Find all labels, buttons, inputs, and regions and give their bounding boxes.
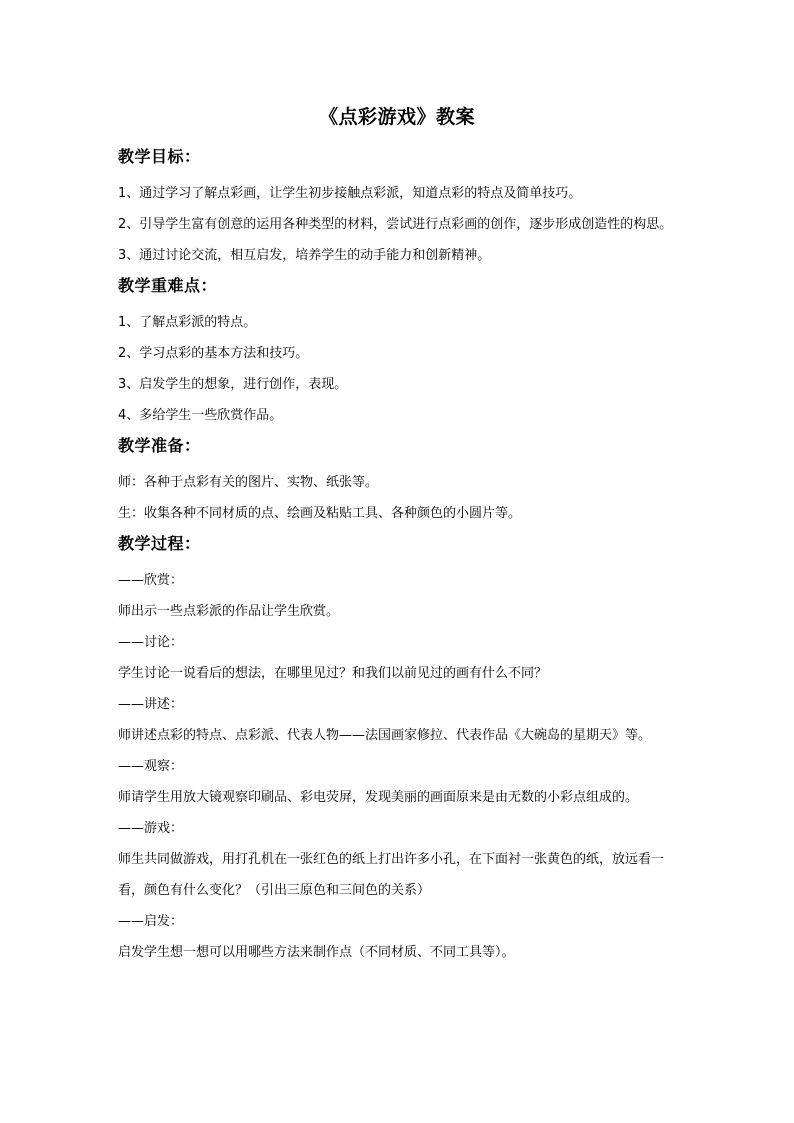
section-heading-process: 教学过程： (118, 534, 201, 553)
goal-item: 2、引导学生富有创意的运用各种类型的材料，尝试进行点彩画的创作，逐步形成创造性的构思。 (118, 217, 673, 232)
process-step-text: 师生共同做游戏，用打孔机在一张红色的纸上打出许多小孔，在下面衬一张黄色的纸，放远看一看，颜色有什么变化？（引出三原色和三间色的关系） (118, 852, 665, 898)
process-step-text: 师请学生用放大镜观察印刷品、彩电荧屏，发现美丽的画面原来是由无数的小彩点组成的。 (118, 790, 639, 805)
key-point-item: 1、了解点彩派的特点。 (118, 315, 257, 330)
section-heading-preparation: 教学准备： (118, 436, 201, 455)
section-heading-goals: 教学目标： (118, 147, 201, 166)
process-step-text: 师出示一些点彩派的作品让学生欣赏。 (118, 604, 340, 619)
goal-item: 3、通过讨论交流，相互启发，培养学生的动手能力和创新精神。 (118, 248, 491, 263)
key-point-item: 2、学习点彩的基本方法和技巧。 (118, 346, 309, 361)
process-step-text: 师讲述点彩的特点、点彩派、代表人物——法国画家修拉、代表作品《大碗岛的星期天》等。 (118, 728, 652, 743)
preparation-item: 生：收集各种不同材质的点、绘画及粘贴工具、各种颜色的小圆片等。 (118, 506, 522, 521)
key-point-item: 4、多给学生一些欣赏作品。 (118, 408, 283, 423)
preparation-item: 师：各种于点彩有关的图片、实物、纸张等。 (118, 475, 379, 490)
process-step-text: 学生讨论一说看后的想法，在哪里见过？和我们以前见过的画有什么不同？ (118, 666, 548, 681)
process-step-label: ——游戏： (118, 821, 184, 836)
process-step-label: ——观察： (118, 759, 184, 774)
process-step-label: ——欣赏： (118, 573, 184, 588)
process-step-text: 启发学生想一想可以用哪些方法来制作点（不同材质、不同工具等）。 (118, 945, 515, 960)
goal-item: 1、通过学习了解点彩画，让学生初步接触点彩派，知道点彩的特点及简单技巧。 (118, 186, 582, 201)
key-point-item: 3、启发学生的想象，进行创作，表现。 (118, 377, 348, 392)
process-step-label: ——启发： (118, 914, 184, 929)
process-step-label: ——讲述： (118, 697, 184, 712)
document-title: 《点彩游戏》教案 (318, 106, 475, 128)
document-body (118, 146, 688, 968)
process-step-label: ——讨论： (118, 635, 184, 650)
section-heading-key-points: 教学重难点： (118, 276, 218, 295)
